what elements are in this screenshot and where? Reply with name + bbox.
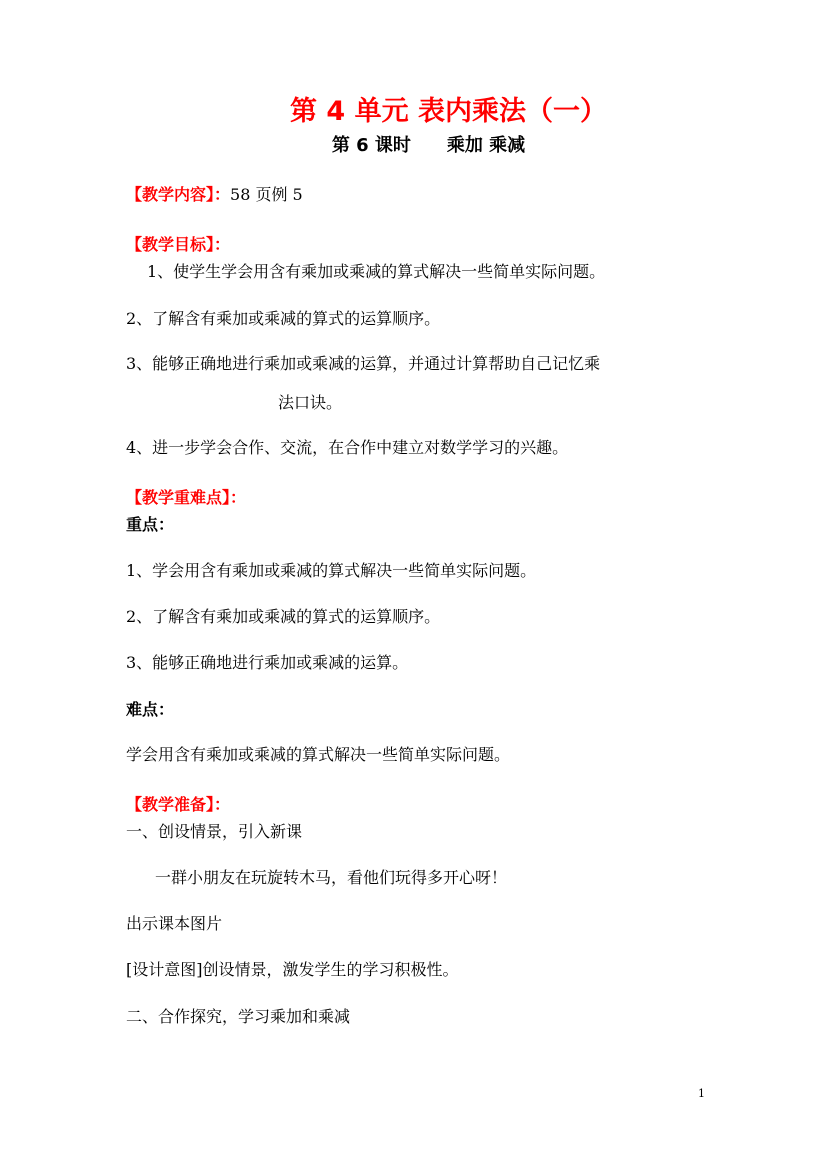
- page-title: 第 4 单元 表内乘法（一）: [290, 96, 607, 127]
- difficulty-heading: 【教学重难点】：: [126, 488, 247, 507]
- goal-item-1: 1、使学生学会用含有乘加或乘减的算式解决一些简单实际问题。: [147, 262, 606, 281]
- lesson-number: 第 6 课时: [331, 135, 411, 156]
- content-value: 58 页例 5: [230, 185, 303, 204]
- lesson-topic: 乘加 乘减: [446, 135, 526, 156]
- key-point-2: 2、了解含有乘加或乘减的算式的运算顺序。: [126, 607, 441, 626]
- key-points-label: 重点：: [126, 515, 175, 534]
- goal-item-2: 2、了解含有乘加或乘减的算式的运算顺序。: [126, 309, 441, 328]
- preparation-line-5: 二、合作探究，学习乘加和乘减: [126, 1007, 351, 1026]
- goal-item-3-continuation: 法口诀。: [278, 393, 343, 412]
- key-point-1: 1、学会用含有乘加或乘减的算式解决一些简单实际问题。: [126, 561, 537, 580]
- goals-heading: 【教学目标】：: [126, 235, 231, 254]
- hard-points-label: 难点：: [126, 700, 175, 719]
- hard-point-1: 学会用含有乘加或乘减的算式解决一些简单实际问题。: [126, 745, 511, 764]
- lesson-subtitle: [0, 137, 827, 155]
- preparation-line-1: 一、创设情景，引入新课: [126, 822, 303, 841]
- preparation-line-2: 一群小朋友在玩旋转木马，看他们玩得多开心呀！: [155, 868, 508, 887]
- preparation-heading: 【教学准备】：: [126, 795, 231, 814]
- content-label: 【教学内容】：: [126, 185, 231, 204]
- goal-item-4: 4、进一步学会合作、交流，在合作中建立对数学学习的兴趣。: [126, 438, 569, 457]
- key-point-3: 3、能够正确地进行乘加或乘减的运算。: [126, 653, 409, 672]
- page-number: 1: [698, 1087, 705, 1100]
- preparation-line-4: [设计意图]创设情景，激发学生的学习积极性。: [126, 960, 459, 979]
- preparation-line-3: 出示课本图片: [126, 914, 223, 933]
- goal-item-3: 3、能够正确地进行乘加或乘减的运算，并通过计算帮助自己记忆乘: [126, 354, 601, 373]
- content-heading: [126, 187, 303, 203]
